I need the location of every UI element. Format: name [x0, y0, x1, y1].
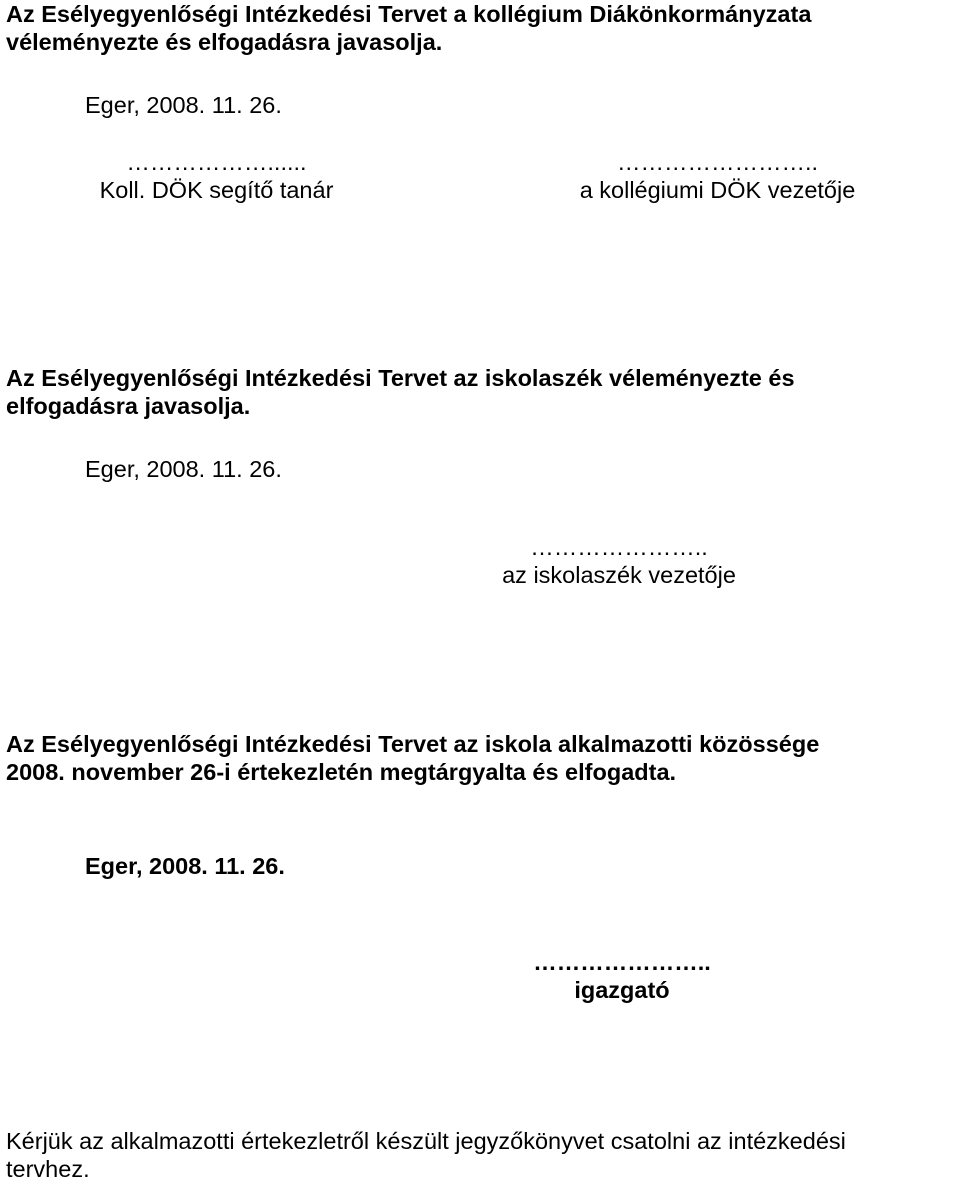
- kollegium-date: Eger, 2008. 11. 26.: [85, 92, 282, 118]
- signature-iskolaszek-leader: [484, 533, 754, 589]
- footer-note-line-2: tervhez.: [6, 1156, 90, 1182]
- iskolaszek-statement-line-2: elfogadásra javasolja.: [6, 393, 251, 419]
- signature-title: az iskolaszék vezetője: [502, 562, 736, 588]
- iskolaszek-date: Eger, 2008. 11. 26.: [85, 456, 282, 482]
- kollegium-statement-line-2: véleményezte és elfogadásra javasolja.: [6, 29, 443, 55]
- signature-title: a kollégiumi DÖK vezetője: [579, 177, 856, 203]
- signature-dok-leader: [560, 148, 875, 204]
- signature-title: Koll. DÖK segítő tanár: [99, 177, 334, 203]
- kollegium-statement-line-1: Az Esélyegyenlőségi Intézkedési Tervet a kollégium Diákönkormányzata: [6, 1, 812, 27]
- signature-line: …………………..: [530, 534, 708, 560]
- signature-line: ………………......: [126, 149, 307, 175]
- alkalmazotti-date: Eger, 2008. 11. 26.: [85, 853, 285, 879]
- iskolaszek-statement-line-1: Az Esélyegyenlőségi Intézkedési Tervet az iskolaszék véleményezte és: [6, 365, 795, 391]
- signature-line: ……………………..: [616, 149, 819, 175]
- alkalmazotti-statement-line-2: 2008. november 26-i értekezletén megtárgyalta és elfogadta.: [6, 759, 677, 785]
- signature-director: [478, 948, 766, 1004]
- signature-line: …………………..: [533, 949, 711, 975]
- signature-dok-teacher: [85, 148, 348, 204]
- alkalmazotti-statement-line-1: Az Esélyegyenlőségi Intézkedési Tervet az iskola alkalmazotti közössége: [6, 731, 820, 757]
- signature-title: igazgató: [574, 977, 670, 1003]
- footer-note-line-1: Kérjük az alkalmazotti értekezletről készült jegyzőkönyvet csatolni az intézkedési: [6, 1128, 846, 1154]
